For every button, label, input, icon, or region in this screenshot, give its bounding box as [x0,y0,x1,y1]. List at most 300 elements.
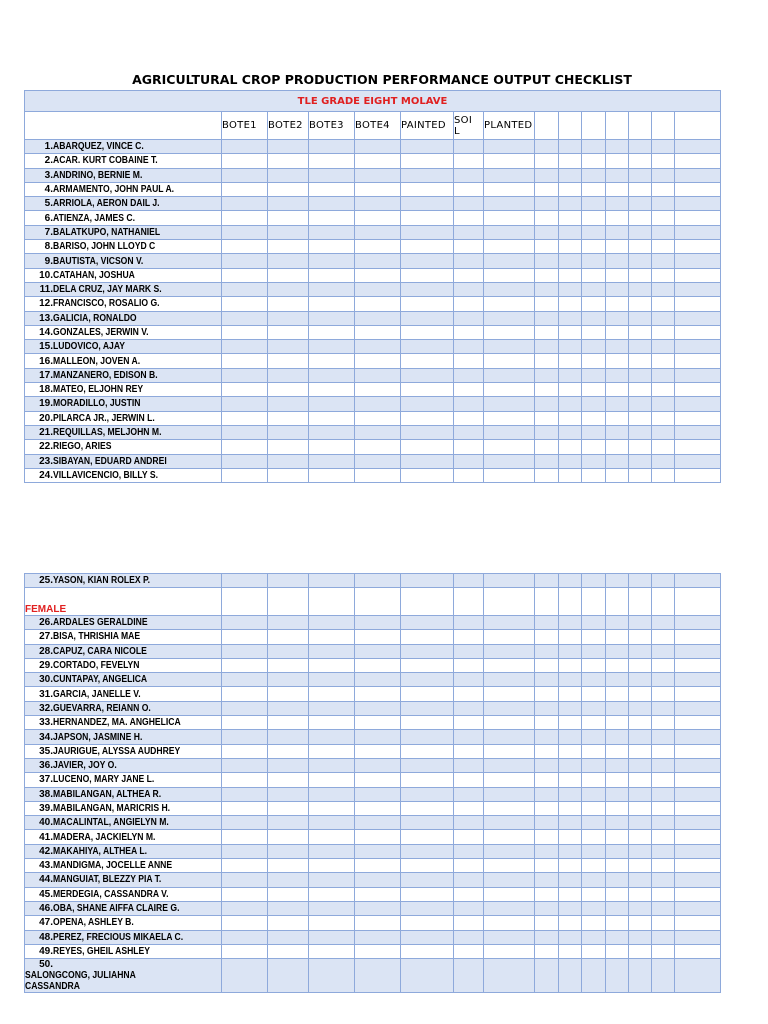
check-cell [355,340,401,354]
check-cell [401,644,454,658]
check-cell [559,801,582,815]
check-cell [629,368,652,382]
check-cell [559,859,582,873]
check-cell [535,383,559,397]
check-cell [559,354,582,368]
check-cell [309,254,355,268]
check-cell [401,154,454,168]
check-cell [535,574,559,588]
check-cell [559,644,582,658]
check-cell [606,859,629,873]
student-number: 3. [44,169,53,181]
check-cell [401,844,454,858]
check-cell [454,930,484,944]
check-cell [535,816,559,830]
student-number: 28. [39,645,53,657]
student-row [25,240,721,254]
student-name: PILARCA JR., JERWIN L. [53,412,155,424]
check-cell [582,154,606,168]
check-cell [606,282,629,296]
check-cell [355,959,401,993]
check-cell [222,354,268,368]
check-cell [309,787,355,801]
student-number: 42. [39,845,53,857]
check-cell [535,830,559,844]
check-cell [652,440,675,454]
check-cell [606,240,629,254]
check-cell [355,916,401,930]
check-cell [484,340,535,354]
check-cell [675,225,721,239]
check-cell [535,425,559,439]
check-cell [268,959,309,993]
check-cell [652,944,675,958]
student-row [25,311,721,325]
check-cell [401,687,454,701]
student-number: 1. [44,141,53,153]
check-cell [309,701,355,715]
student-name-cell [25,168,222,182]
check-cell [454,844,484,858]
check-cell [355,240,401,254]
student-row [25,383,721,397]
check-cell [675,140,721,154]
check-cell [675,154,721,168]
check-cell [454,397,484,411]
check-cell [582,887,606,901]
column-header [629,112,652,140]
check-cell [355,830,401,844]
student-name-cell [25,930,222,944]
check-cell [582,574,606,588]
check-cell [652,673,675,687]
student-row [25,197,721,211]
check-cell [675,687,721,701]
check-cell [606,340,629,354]
check-cell [606,730,629,744]
check-cell [309,297,355,311]
check-cell [582,440,606,454]
check-cell [309,168,355,182]
check-cell [401,616,454,630]
check-cell [401,354,454,368]
student-name: OPENA, ASHLEY B. [53,917,134,929]
check-cell [355,944,401,958]
check-cell [535,225,559,239]
student-row [25,859,721,873]
check-cell [582,211,606,225]
check-cell [484,454,535,468]
check-cell [268,354,309,368]
check-cell [629,644,652,658]
check-cell [401,440,454,454]
check-cell [484,930,535,944]
student-row [25,901,721,915]
check-cell [454,154,484,168]
check-cell [454,644,484,658]
student-name: GUEVARRA, REIANN O. [53,702,151,714]
check-cell [582,830,606,844]
check-cell [582,744,606,758]
check-cell [454,211,484,225]
check-cell [484,916,535,930]
check-cell [675,254,721,268]
check-cell [268,801,309,815]
student-name: MABILANGAN, ALTHEA R. [53,788,162,800]
check-cell [268,873,309,887]
check-cell [535,440,559,454]
student-name-cell [25,901,222,915]
check-cell [535,588,559,616]
check-cell [582,197,606,211]
student-number: 24. [39,469,53,481]
check-cell [484,574,535,588]
check-cell [559,154,582,168]
student-name-cell [25,240,222,254]
check-cell [652,297,675,311]
check-cell [559,658,582,672]
check-cell [652,816,675,830]
check-cell [401,959,454,993]
student-name: VILLAVICENCIO, BILLY S. [53,469,158,481]
check-cell [309,630,355,644]
check-cell [268,616,309,630]
check-cell [222,588,268,616]
check-cell [675,282,721,296]
check-cell [268,701,309,715]
check-cell [629,182,652,196]
check-cell [401,468,454,482]
check-cell [222,916,268,930]
check-cell [401,211,454,225]
check-cell [652,268,675,282]
check-cell [629,716,652,730]
check-cell [606,873,629,887]
student-name: MERDEGIA, CASSANDRA V. [53,888,169,900]
check-cell [535,411,559,425]
check-cell [355,588,401,616]
check-cell [222,887,268,901]
check-cell [222,383,268,397]
check-cell [268,211,309,225]
check-cell [222,716,268,730]
check-cell [629,701,652,715]
check-cell [652,801,675,815]
student-number: 14. [39,327,53,338]
check-cell [606,154,629,168]
check-cell [629,325,652,339]
check-cell [629,140,652,154]
check-cell [559,687,582,701]
check-cell [629,425,652,439]
check-cell [401,368,454,382]
check-cell [582,616,606,630]
check-cell [355,397,401,411]
check-cell [454,425,484,439]
student-name: SALONGCONG, JULIAHNA CASSANDRA [25,970,136,993]
check-cell [652,168,675,182]
check-cell [222,701,268,715]
check-cell [629,673,652,687]
student-number: 33. [39,717,53,729]
check-cell [652,368,675,382]
check-cell [559,368,582,382]
check-cell [606,454,629,468]
student-name-cell [25,787,222,801]
check-cell [582,368,606,382]
check-cell [582,658,606,672]
check-cell [401,297,454,311]
student-name: MALLEON, JOVEN A. [53,355,141,367]
student-name: MADERA, JACKIELYN M. [53,831,156,843]
check-cell [582,916,606,930]
check-cell [535,140,559,154]
student-number: 44. [39,874,53,886]
check-cell [484,873,535,887]
check-cell [454,225,484,239]
check-cell [454,254,484,268]
student-name-cell [25,658,222,672]
check-cell [355,844,401,858]
check-cell [582,354,606,368]
check-cell [629,730,652,744]
column-header: BOTE2 [268,112,309,140]
student-name: MAKAHIYA, ALTHEA L. [53,845,147,857]
check-cell [675,182,721,196]
check-cell [606,801,629,815]
check-cell [559,325,582,339]
check-cell [675,887,721,901]
student-row [25,340,721,354]
check-cell [355,297,401,311]
check-cell [222,744,268,758]
check-cell [454,944,484,958]
check-cell [355,873,401,887]
check-cell [484,182,535,196]
student-name-cell [25,383,222,397]
check-cell [222,440,268,454]
check-cell [222,658,268,672]
check-cell [454,916,484,930]
check-cell [582,959,606,993]
student-number: 21. [39,427,53,439]
check-cell [535,901,559,915]
check-cell [535,468,559,482]
check-cell [675,658,721,672]
check-cell [268,468,309,482]
check-cell [652,844,675,858]
column-header [582,112,606,140]
check-cell [606,325,629,339]
check-cell [484,311,535,325]
check-cell [484,397,535,411]
student-name-cell [25,744,222,758]
check-cell [559,225,582,239]
check-cell [268,830,309,844]
check-cell [535,630,559,644]
check-cell [222,254,268,268]
check-cell [675,325,721,339]
check-cell [309,425,355,439]
check-cell [355,901,401,915]
column-header [559,112,582,140]
check-cell [675,168,721,182]
check-cell [652,340,675,354]
check-cell [484,801,535,815]
female-label-row [25,588,721,616]
student-row [25,816,721,830]
student-number: 11. [39,284,53,296]
student-name: MACALINTAL, ANGIELYN M. [53,817,169,829]
student-number: 15. [39,341,53,353]
check-cell [484,730,535,744]
check-cell [535,644,559,658]
check-cell [355,225,401,239]
check-cell [652,701,675,715]
check-cell [222,801,268,815]
student-name-cell [25,340,222,354]
check-cell [675,773,721,787]
check-cell [309,397,355,411]
check-cell [401,282,454,296]
check-cell [454,730,484,744]
check-cell [652,454,675,468]
check-cell [629,411,652,425]
check-cell [559,383,582,397]
check-cell [222,240,268,254]
check-cell [401,773,454,787]
check-cell [675,311,721,325]
student-number: 19. [39,398,53,410]
student-name-cell [25,716,222,730]
check-cell [484,630,535,644]
check-cell [582,425,606,439]
check-cell [484,901,535,915]
check-cell [484,197,535,211]
student-name: ATIENZA, JAMES C. [53,212,136,224]
check-cell [535,211,559,225]
student-number: 16. [39,355,53,367]
check-cell [629,454,652,468]
check-cell [309,282,355,296]
student-row [25,440,721,454]
check-cell [401,859,454,873]
check-cell [309,916,355,930]
check-cell [309,225,355,239]
check-cell [309,468,355,482]
check-cell [401,411,454,425]
check-cell [652,616,675,630]
check-cell [629,859,652,873]
check-cell [606,830,629,844]
check-cell [675,701,721,715]
check-cell [559,716,582,730]
student-name-cell [25,268,222,282]
check-cell [222,282,268,296]
check-cell [652,859,675,873]
check-cell [675,588,721,616]
student-number: 50. [39,959,53,971]
student-number: 13. [39,312,53,324]
student-number: 48. [39,931,53,943]
check-cell [535,311,559,325]
check-cell [309,197,355,211]
student-name-cell [25,773,222,787]
check-cell [652,787,675,801]
check-cell [484,168,535,182]
check-cell [222,425,268,439]
student-number: 12. [39,298,53,310]
check-cell [401,887,454,901]
check-cell [454,673,484,687]
check-cell [268,411,309,425]
check-cell [484,588,535,616]
student-number: 30. [39,674,53,686]
check-cell [606,959,629,993]
check-cell [309,887,355,901]
student-name-cell [25,182,222,196]
check-cell [652,140,675,154]
check-cell [629,959,652,993]
check-cell [559,588,582,616]
check-cell [454,325,484,339]
check-cell [675,383,721,397]
student-name: JAVIER, JOY O. [53,760,117,772]
check-cell [309,773,355,787]
student-number: 25. [39,575,53,586]
check-cell [309,383,355,397]
check-cell [268,454,309,468]
column-header: BOTE4 [355,112,401,140]
check-cell [309,673,355,687]
student-row [25,758,721,772]
check-cell [535,325,559,339]
check-cell [559,182,582,196]
student-number: 37. [39,774,53,786]
check-cell [309,454,355,468]
column-header [535,112,559,140]
student-name: CORTADO, FEVELYN [53,660,140,672]
student-row [25,425,721,439]
check-cell [675,716,721,730]
check-cell [222,616,268,630]
check-cell [559,140,582,154]
student-name-cell [25,630,222,644]
check-cell [484,701,535,715]
check-cell [222,340,268,354]
check-cell [535,254,559,268]
check-cell [268,859,309,873]
student-number: 45. [39,888,53,900]
check-cell [606,787,629,801]
check-cell [582,716,606,730]
check-cell [582,787,606,801]
student-name-cell [25,254,222,268]
student-row [25,887,721,901]
student-name: OBA, SHANE AIFFA CLAIRE G. [53,903,180,915]
check-cell [268,916,309,930]
check-cell [675,930,721,944]
check-cell [535,454,559,468]
check-cell [268,297,309,311]
check-cell [559,616,582,630]
check-cell [535,397,559,411]
check-cell [582,730,606,744]
check-cell [675,397,721,411]
check-cell [309,368,355,382]
check-cell [401,758,454,772]
check-cell [355,368,401,382]
